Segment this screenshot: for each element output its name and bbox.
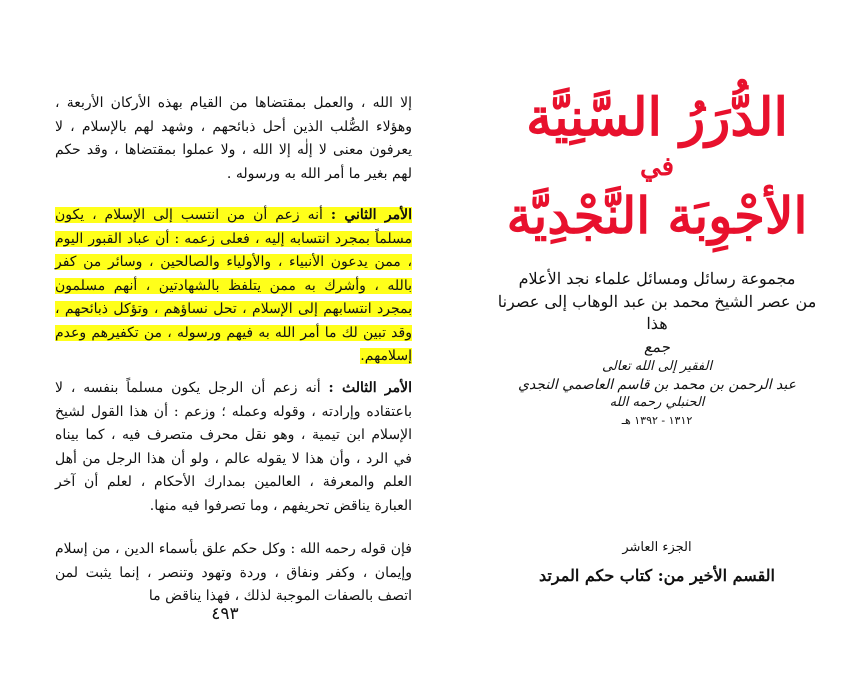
book-description-line-2: من عصر الشيخ محمد بن عبد الوهاب إلى عصرنا هذا [497, 292, 817, 333]
second-matter-text: أنه زعم أن من انتسب إلى الإسلام ، يكون مسلماً بمجرد انتسابه إليه ، فعلى زعمه : أن عباد القبور اليوم ، ممن يدعون الأنبياء ، والأولياء والصالحين ، وسائر من كفر بالله ، وأشرك به ممن يتلفظ بالشهادتين ، أنهم مسلمون بمجرد انتسابهم إلى الإسلام ، تحل نساؤهم ، وتؤكل ذبائحهم ، وقد تبين لك ما أمر الله به فيهم ورسوله ، من تكفيرهم وعدم إسلامهم. [55, 207, 412, 364]
paragraph-4: فإن قوله رحمه الله : وكل حكم علق بأسماء الدين ، من إسلام وإيمان ، وكفر ونفاق ، وردة وتهود وتنصر ، إنما يثبت لمن اتصف بالصفات الموجبة لذلك ، فهذا يناقض ما [55, 541, 412, 604]
book-title-main: الدُّرَرُ السَّنِيَّة [526, 87, 788, 148]
book-description-line-1: مجموعة رسائل ومسائل علماء نجد الأعلام [518, 269, 796, 288]
compiler-name: عبد الرحمن بن محمد بن قاسم العاصمي النجدي [517, 377, 796, 393]
second-matter-label: الأمر الثاني : [330, 207, 413, 223]
paragraph-1: إلا الله ، والعمل بمقتضاها من القيام بهذه الأركان الأربعة ، وهؤلاء الصُّلب الذين أحل ذبائحهم ، وشهد لهم بالإسلام ، لا يعرفون معنى لا إلٰه إلا الله ، ولا عملوا بمقتضاها ، وقد حكم لهم بغير ما أمر الله به ورسوله . [55, 95, 412, 182]
third-matter-text: أنه زعم أن الرجل يكون مسلماً بنفسه ، لا باعتقاده وإرادته ، وقوله وعمله ؛ وزعم : أن هذا القول لشيخ الإسلام ابن تيمية ، وهو نقل محرف متصرف فيه ، كما بيناه في الرد ، وأن هذا لا يقوله عالم ، ولو أن هذا الرجل من أهل العلم والمعرفة ، العالمين بمدارك الأحكام ، لعلم أن آخر العبارة يناقض تحريفهم ، وما تصرفوا فيه منها. [55, 380, 412, 514]
highlighted-passage [55, 207, 412, 364]
compiled-by-label: جمع [644, 338, 670, 356]
right-page-title [433, 0, 867, 679]
compiler-line-1: الفقير إلى الله تعالى [601, 359, 713, 374]
book-title-preposition: في [639, 152, 675, 182]
left-page [0, 0, 433, 679]
paragraph-3-third-matter [55, 377, 412, 518]
compiler-line-3: الحنبلي رحمه الله [609, 395, 705, 410]
volume-part: الجزء العاشر [622, 540, 692, 555]
book-title-sub: الأجْوِبَة النَّجْدِيَّة [506, 186, 808, 245]
third-matter-label: الأمر الثالث : [328, 380, 413, 396]
paragraph-2-second-matter [55, 204, 412, 369]
compiler-dates: ١٣١٢ - ١٣٩٢ هـ [621, 414, 693, 427]
volume-section: القسم الأخير من: كتاب حكم المرتد [539, 566, 775, 585]
page-number: ٤٩٣ [211, 604, 239, 624]
